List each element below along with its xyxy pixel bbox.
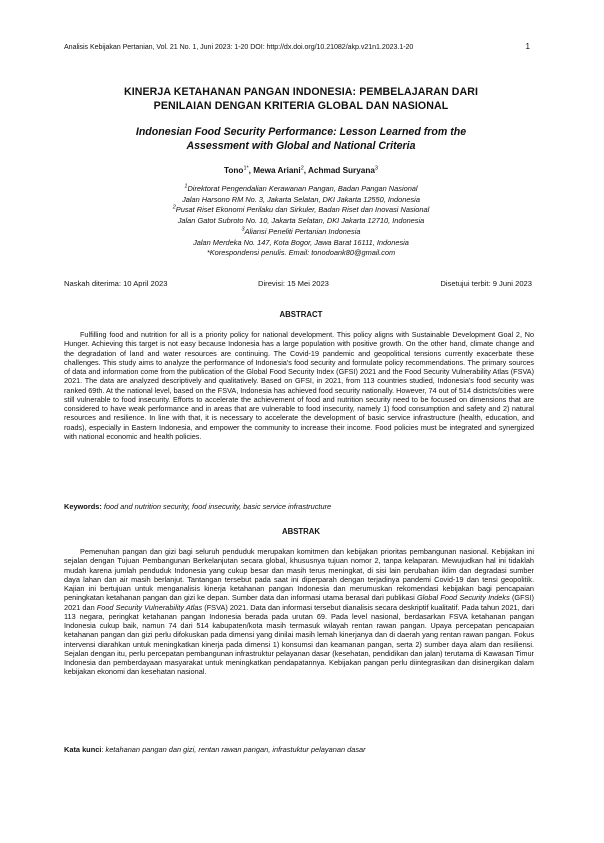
abstrak-text: (GFSI) 2021 dan xyxy=(64,593,534,612)
affiliation-mark: 1 xyxy=(184,183,188,190)
kata-kunci-text: ketahanan pangan dan gizi, rentan rawan pangan, infrastuktur pelayanan dasar xyxy=(105,745,366,754)
affiliation-line xyxy=(64,205,538,216)
abstrak-heading: ABSTRAK xyxy=(281,527,321,536)
keywords xyxy=(64,502,534,511)
author-name: Achmad Suryana xyxy=(308,166,375,175)
keywords-label: Keywords: xyxy=(64,502,102,511)
abstract-heading: ABSTRACT xyxy=(279,310,323,319)
kata-kunci-separator: : xyxy=(101,745,106,754)
affiliations xyxy=(64,184,538,259)
author-separator: , xyxy=(303,166,308,175)
title-indonesian-line1: KINERJA KETAHANAN PANGAN INDONESIA: PEMBELAJARAN DARI xyxy=(123,86,479,98)
abstrak-text: (FSVA) 2021. Data dan informasi tersebut dianalisis secara deskriptif kualitatif. Pada tahun 2021, dari 113 negara, peringkat ketahanan pangan Indonesia berada pada urutan 69. Pada level nasional, berdasarkan FSVA ketahanan pangan Indonesia cukup baik, namun 74 dari 514 kabupaten/kota masih termasuk wilayah rentan rawan pangan. Upaya percepatan pencapaian ketahanan pangan dan gizi perlu difokuskan pada dimensi yang dinilai masih lemah kinerjanya dan di daerah yang rentan rawan pangan. Fokus intervensi diarahkan untuk meningkatkan kinerja pada dimensi 1) konsumsi dan keamanan pangan, serta 2) sumber daya alam dan resiliensi. Sejalan dengan itu, perlu percepatan pembangunan infrastruktur pelayanan dasar (kesehatan, pendidikan dan jalan) terutama di Kawasan Timur Indonesia dan pemberdayaan masyarakat untuk meningkatkan pendapatannya. Kebijakan pangan perlu diintegrasikan dan disinergikan dalam kebijakan ekonomi dan kesehatan nasional. xyxy=(64,602,535,677)
author-list xyxy=(64,166,538,175)
title-indonesian xyxy=(64,85,538,113)
date-received: Naskah diterima: 10 April 2023 xyxy=(64,279,168,288)
affiliation-name: Direktorat Pengendalian Kerawanan Pangan, Badan Pangan Nasional xyxy=(187,184,418,193)
affiliation-name: Pusat Riset Ekonomi Perilaku dan Sirkuler, Badan Riset dan Inovasi Nasional xyxy=(175,205,430,215)
kata-kunci-label: Kata kunci xyxy=(64,745,102,754)
affiliation-line xyxy=(64,184,538,195)
page-number: 1 xyxy=(525,42,530,51)
affiliation-name: Aliansi Peneliti Pertanian Indonesia xyxy=(244,226,361,236)
affiliation-address: Jalan Harsono RM No. 3, Jakarta Selatan, DKI Jakarta 12550, Indonesia xyxy=(182,194,420,204)
kata-kunci xyxy=(64,745,534,754)
running-head: Analisis Kebijakan Pertanian, Vol. 21 No. 1, Juni 2023: 1-20 DOI: http://dx.doi.org/10.21082/akp.v21n1.2023.1-20 xyxy=(64,43,414,51)
author-affiliation-mark: 2 xyxy=(300,165,304,172)
date-revised: Direvisi: 15 Mei 2023 xyxy=(258,279,329,288)
abstrak-fsva-title: Food Security Vulnerability Atlas xyxy=(96,602,203,612)
correspondence: *Korespondensi penulis. Email: tonodoank80@gmail.com xyxy=(206,248,396,258)
keywords-text: food and nutrition security, food insecurity, basic service infrastructure xyxy=(103,502,332,511)
abstract-body: Fulfilling food and nutrition for all is a priority policy for national development. This policy aligns with Sustainable Development Goal 2, No Hunger. Achieving this target is not easy because Indonesia has a large population with positive growth. On the other hand, climate change and the degradation of land and water resources are continuing. The Covid-19 pandemic and geopolitical tensions currently exacerbate these challenges. This study aims to analyze the performance of Indonesia's food security and formulate policy recommendations. The primary sources of data and information come from the publication of the Global Food Security Index (GFSI) 2021 and the Food Security Vulnerability Atlas (FSVA) 2021. The data are analyzed descriptively and qualitatively. Based on GFSI, in 2021, from 113 countries studied, Indonesia's food security was ranked 69th. At the national level, based on the FSVA, Indonesia has achieved food security nationally. However, 74 out of 514 districts/cities were still vulnerable to food insecurity. Efforts to accelerate the achievement of food and nutrition security need to be focused on dimensions that are considered to have weak performance and in areas that are vulnerable to food insecurity, namely 1) food consumption and safety and 2) natural resources and resilience. In line with that, it is necessary to accelerate the development of basic service infrastructure (health, education, and roads), especially in Eastern Indonesia, and empower the community to increase their income. Food policies must be integrated and synergized with national economic and health policies. xyxy=(64,330,534,441)
author-separator: , xyxy=(248,166,254,175)
title-english-line1: Indonesian Food Security Performance: Lesson Learned from the xyxy=(135,126,467,138)
author-affiliation-mark: 3 xyxy=(374,165,378,172)
affiliation-address: Jalan Gatot Subroto No. 10, Jakarta Selatan, DKI Jakarta 12710, Indonesia xyxy=(177,216,425,226)
affiliation-mark: 3 xyxy=(241,226,245,233)
author-affiliation-mark: 1* xyxy=(243,165,249,172)
abstrak-gfsi-title: Global Food Security Indeks xyxy=(416,593,510,603)
title-english xyxy=(64,125,538,153)
abstrak-body xyxy=(64,547,534,677)
affiliation-line xyxy=(64,227,538,238)
author-name: Tono xyxy=(224,166,244,175)
author-name: Mewa Ariani xyxy=(253,166,301,175)
title-indonesian-line2: PENILAIAN DENGAN KRITERIA GLOBAL DAN NASIONAL xyxy=(153,100,449,112)
title-english-line2: Assessment with Global and National Criteria xyxy=(186,140,416,152)
affiliation-mark: 2 xyxy=(172,204,176,211)
date-accepted: Disetujui terbit: 9 Juni 2023 xyxy=(440,279,532,288)
abstrak-text: Pemenuhan pangan dan gizi bagi seluruh penduduk merupakan komitmen dan kebijakan prioritas pembangunan nasional. Kebijakan ini sejalan dengan Tujuan Pembangunan Berkelanjutan secara global, khususnya tujuan nomor 2, tanpa kelaparan. Mewujudkan hal ini tidaklah mudah karena jumlah penduduk Indonesia yang cukup besar dan masih terus meningkat, di sisi lain perubahan iklim dan degradasi sumber daya lahan dan air masih berlanjut. Tantangan tersebut pada saat ini diperparah dengan terjadinya pandemi Covid-19 dan tensi geopolitik. Kajian ini bertujuan untuk menganalisis kinerja ketahanan pangan Indonesia dan merumuskan rekomendasi kebijakan bagi pencapaian peningkatan ketahanan pangan dan gizi ke depan. Sumber data dan informasi utama berasal dari publikasi xyxy=(64,547,534,603)
affiliation-address: Jalan Merdeka No. 147, Kota Bogor, Jawa Barat 16111, Indonesia xyxy=(193,237,409,247)
